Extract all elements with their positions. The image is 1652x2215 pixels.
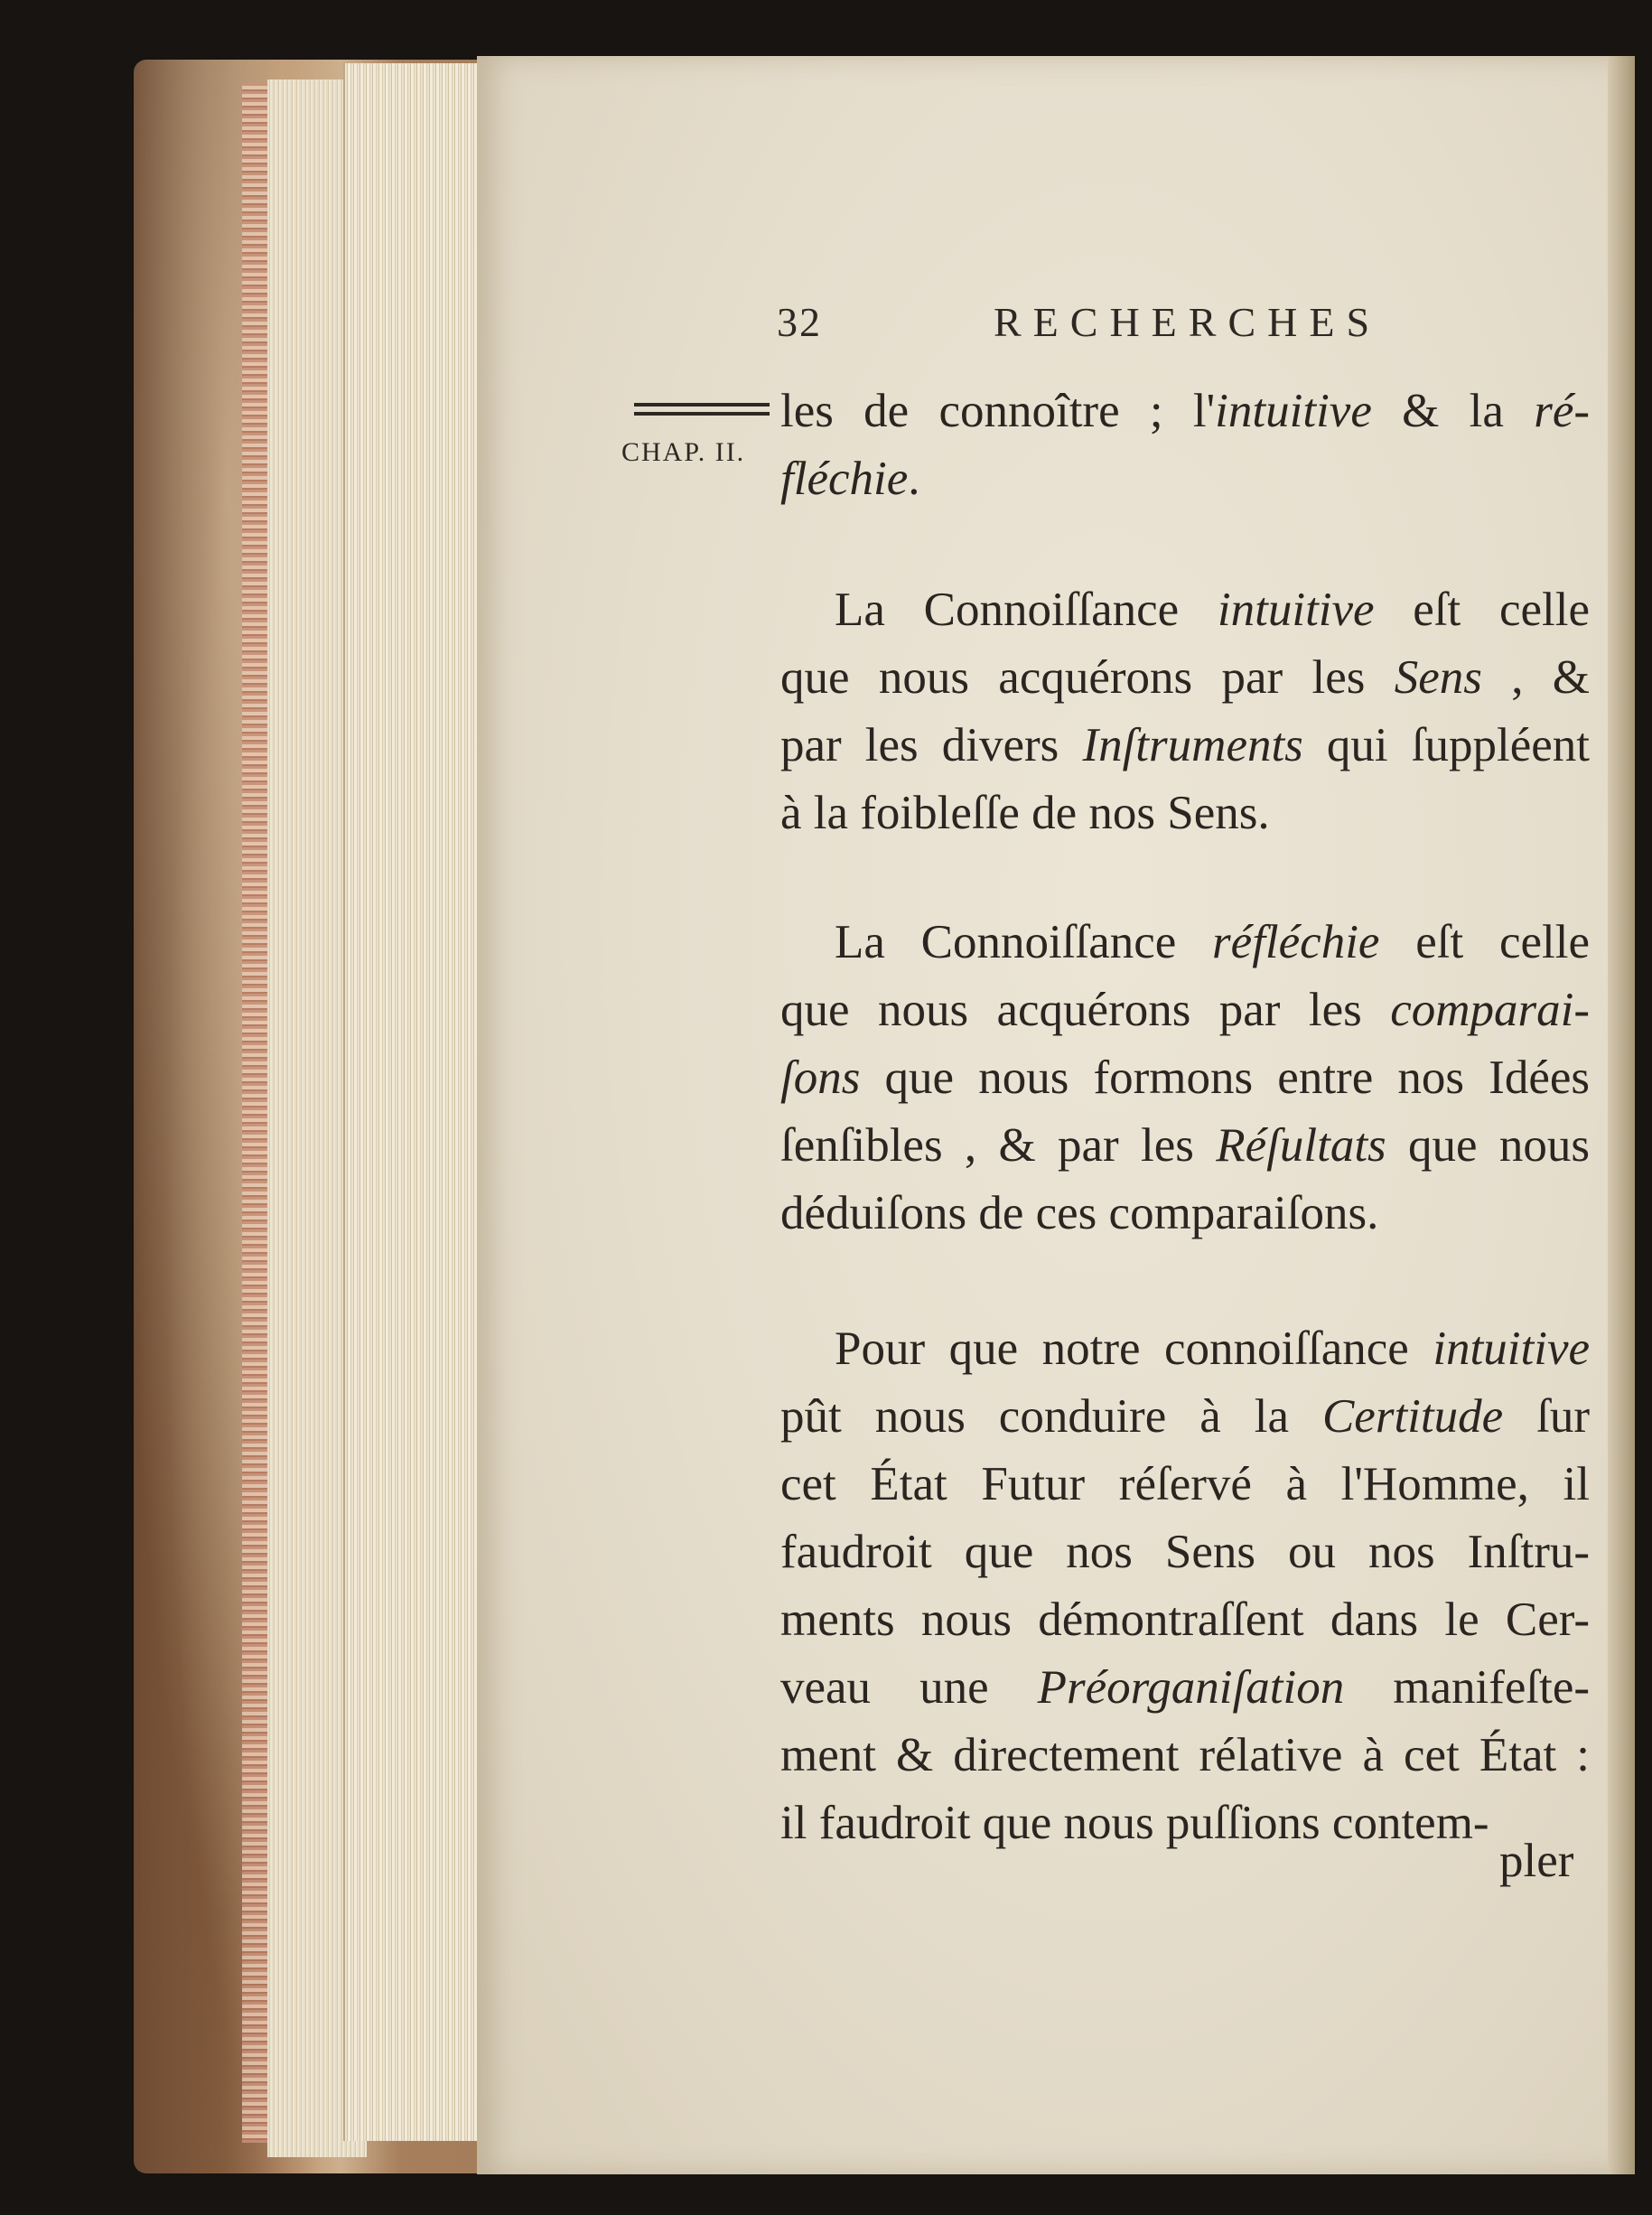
italic-text: fléchie [780,453,909,505]
text-run: ments nous démontraſſent dans le Cer- [780,1593,1590,1646]
text-line [780,909,1590,977]
text-run: La Connoiſſance [835,916,1213,968]
text-run: à la foibleſſe de nos Sens. [780,787,1270,839]
text-run: que nous acquérons par les [780,651,1395,704]
text-run: Pour que notre connoiſſance [835,1322,1433,1375]
italic-text: ſons [780,1051,861,1104]
text-run: ment & directement rélative à cet État : [780,1729,1590,1781]
page-stack-edge [343,63,481,2141]
text-run: manifeſte- [1344,1661,1590,1714]
text-run: , & [1481,651,1590,704]
text-run: eſt celle [1374,584,1590,636]
text-run: pût nous conduire à la [780,1390,1322,1443]
text-line [780,1112,1590,1180]
sprinkled-page-edge [242,83,267,2143]
text-line [780,378,1590,445]
italic-text: Certitude [1321,1390,1504,1443]
paragraph-1 [780,378,1590,513]
text-line [780,1586,1590,1654]
text-run: que nous [1386,1119,1590,1172]
italic-text: Inſtruments [1082,719,1303,771]
text-run: il faudroit que nous puſſions contem- [780,1797,1489,1849]
text-run: ſur [1503,1390,1591,1443]
text-run: faudroit que nos Sens ou nos Inſtru- [780,1526,1590,1578]
text-run: cet État Futur réſervé à l'Homme, il [780,1458,1590,1510]
text-line [780,1180,1590,1248]
text-run: qui ſuppléent [1302,719,1590,771]
page-number: 32 [777,299,822,345]
text-run: ſenſibles , & par les [780,1119,1217,1172]
text-line [780,1654,1590,1722]
italic-text: intuitive [1217,584,1375,636]
text-line [780,1383,1590,1451]
text-line [780,445,1590,513]
italic-text: intuitive [1215,385,1372,437]
italic-text: intuitive [1433,1322,1590,1375]
chapter-rule [634,403,770,407]
paragraph-4 [780,1315,1590,1857]
text-line [780,977,1590,1044]
text-line [780,712,1590,780]
text-run: eſt celle [1379,916,1590,968]
text-line [780,644,1590,712]
text-run: les de connoître ; l' [780,385,1216,437]
italic-text: Sens [1394,651,1482,704]
text-run: déduiſons de ces comparaiſons. [780,1187,1379,1239]
text-line [780,1451,1590,1519]
catchword: pler [1499,1835,1574,1887]
paragraph-3 [780,909,1590,1248]
chapter-rule [634,412,770,416]
italic-text: Réſultats [1216,1119,1386,1172]
text-run: La Connoiſſance [835,584,1218,636]
text-line [780,1519,1590,1586]
italic-text: comparai- [1390,984,1590,1036]
text-line [780,1722,1590,1790]
running-header [777,298,1391,352]
text-line [780,1315,1590,1383]
text-run: que nous acquérons par les [780,984,1391,1036]
text-run: par les divers [780,719,1083,771]
italic-text: ré- [1534,385,1590,437]
chapter-label: CHAP. II. [621,437,746,467]
chapter-margin-note [618,403,771,475]
text-line [780,576,1590,644]
page-gutter [1608,56,1635,2174]
text-run: . [908,453,920,505]
italic-text: réfléchie [1212,916,1380,968]
paragraph-2 [780,576,1590,847]
running-title: RECHERCHES [994,299,1382,345]
italic-text: Préorganiſation [1037,1661,1345,1714]
text-line [780,1790,1590,1857]
text-line [780,780,1590,847]
text-line [780,1044,1590,1112]
text-run: veau une [780,1661,1038,1714]
text-run: & la [1371,385,1535,437]
text-run: que nous formons entre nos Idées [860,1051,1590,1104]
